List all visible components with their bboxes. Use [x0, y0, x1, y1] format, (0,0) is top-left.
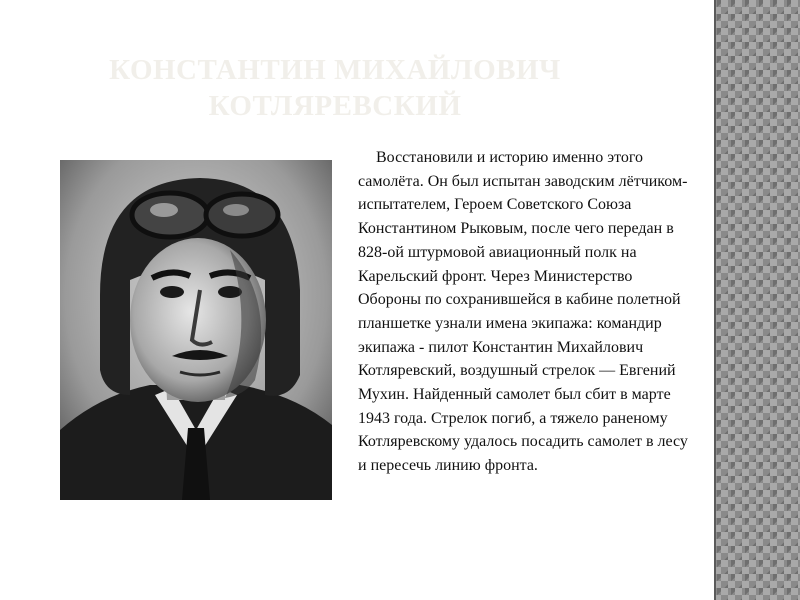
slide-title — [40, 52, 630, 124]
pilot-portrait-photo — [60, 160, 332, 500]
body-text — [358, 146, 698, 478]
decorative-pattern-strip — [714, 0, 800, 600]
title-line-1: КОНСТАНТИН МИХАЙЛОВИЧ — [109, 54, 561, 86]
title-line-2: КОТЛЯРЕВСКИЙ — [208, 90, 462, 122]
body-paragraph: Восстановили и историю именно этого самолёта. Он был испытан заводским лётчиком-испытателем, Героем Советского Союза Константином Рыковым, после чего передан в 828-ой штурмовой авиационный полк на Карельский фронт. Через Министерство Обороны по сохранившейся в кабине полетной планшетке узнали имена экипажа: командир экипажа - пилот Константин Михайлович Котляревский, воздушный стрелок — Евгений Мухин. Найденный самолет был сбит в марте 1943 года. Стрелок погиб, а тяжело раненому Котляревскому удалось посадить самолет в лесу и пересечь линию фронта. — [358, 149, 688, 475]
